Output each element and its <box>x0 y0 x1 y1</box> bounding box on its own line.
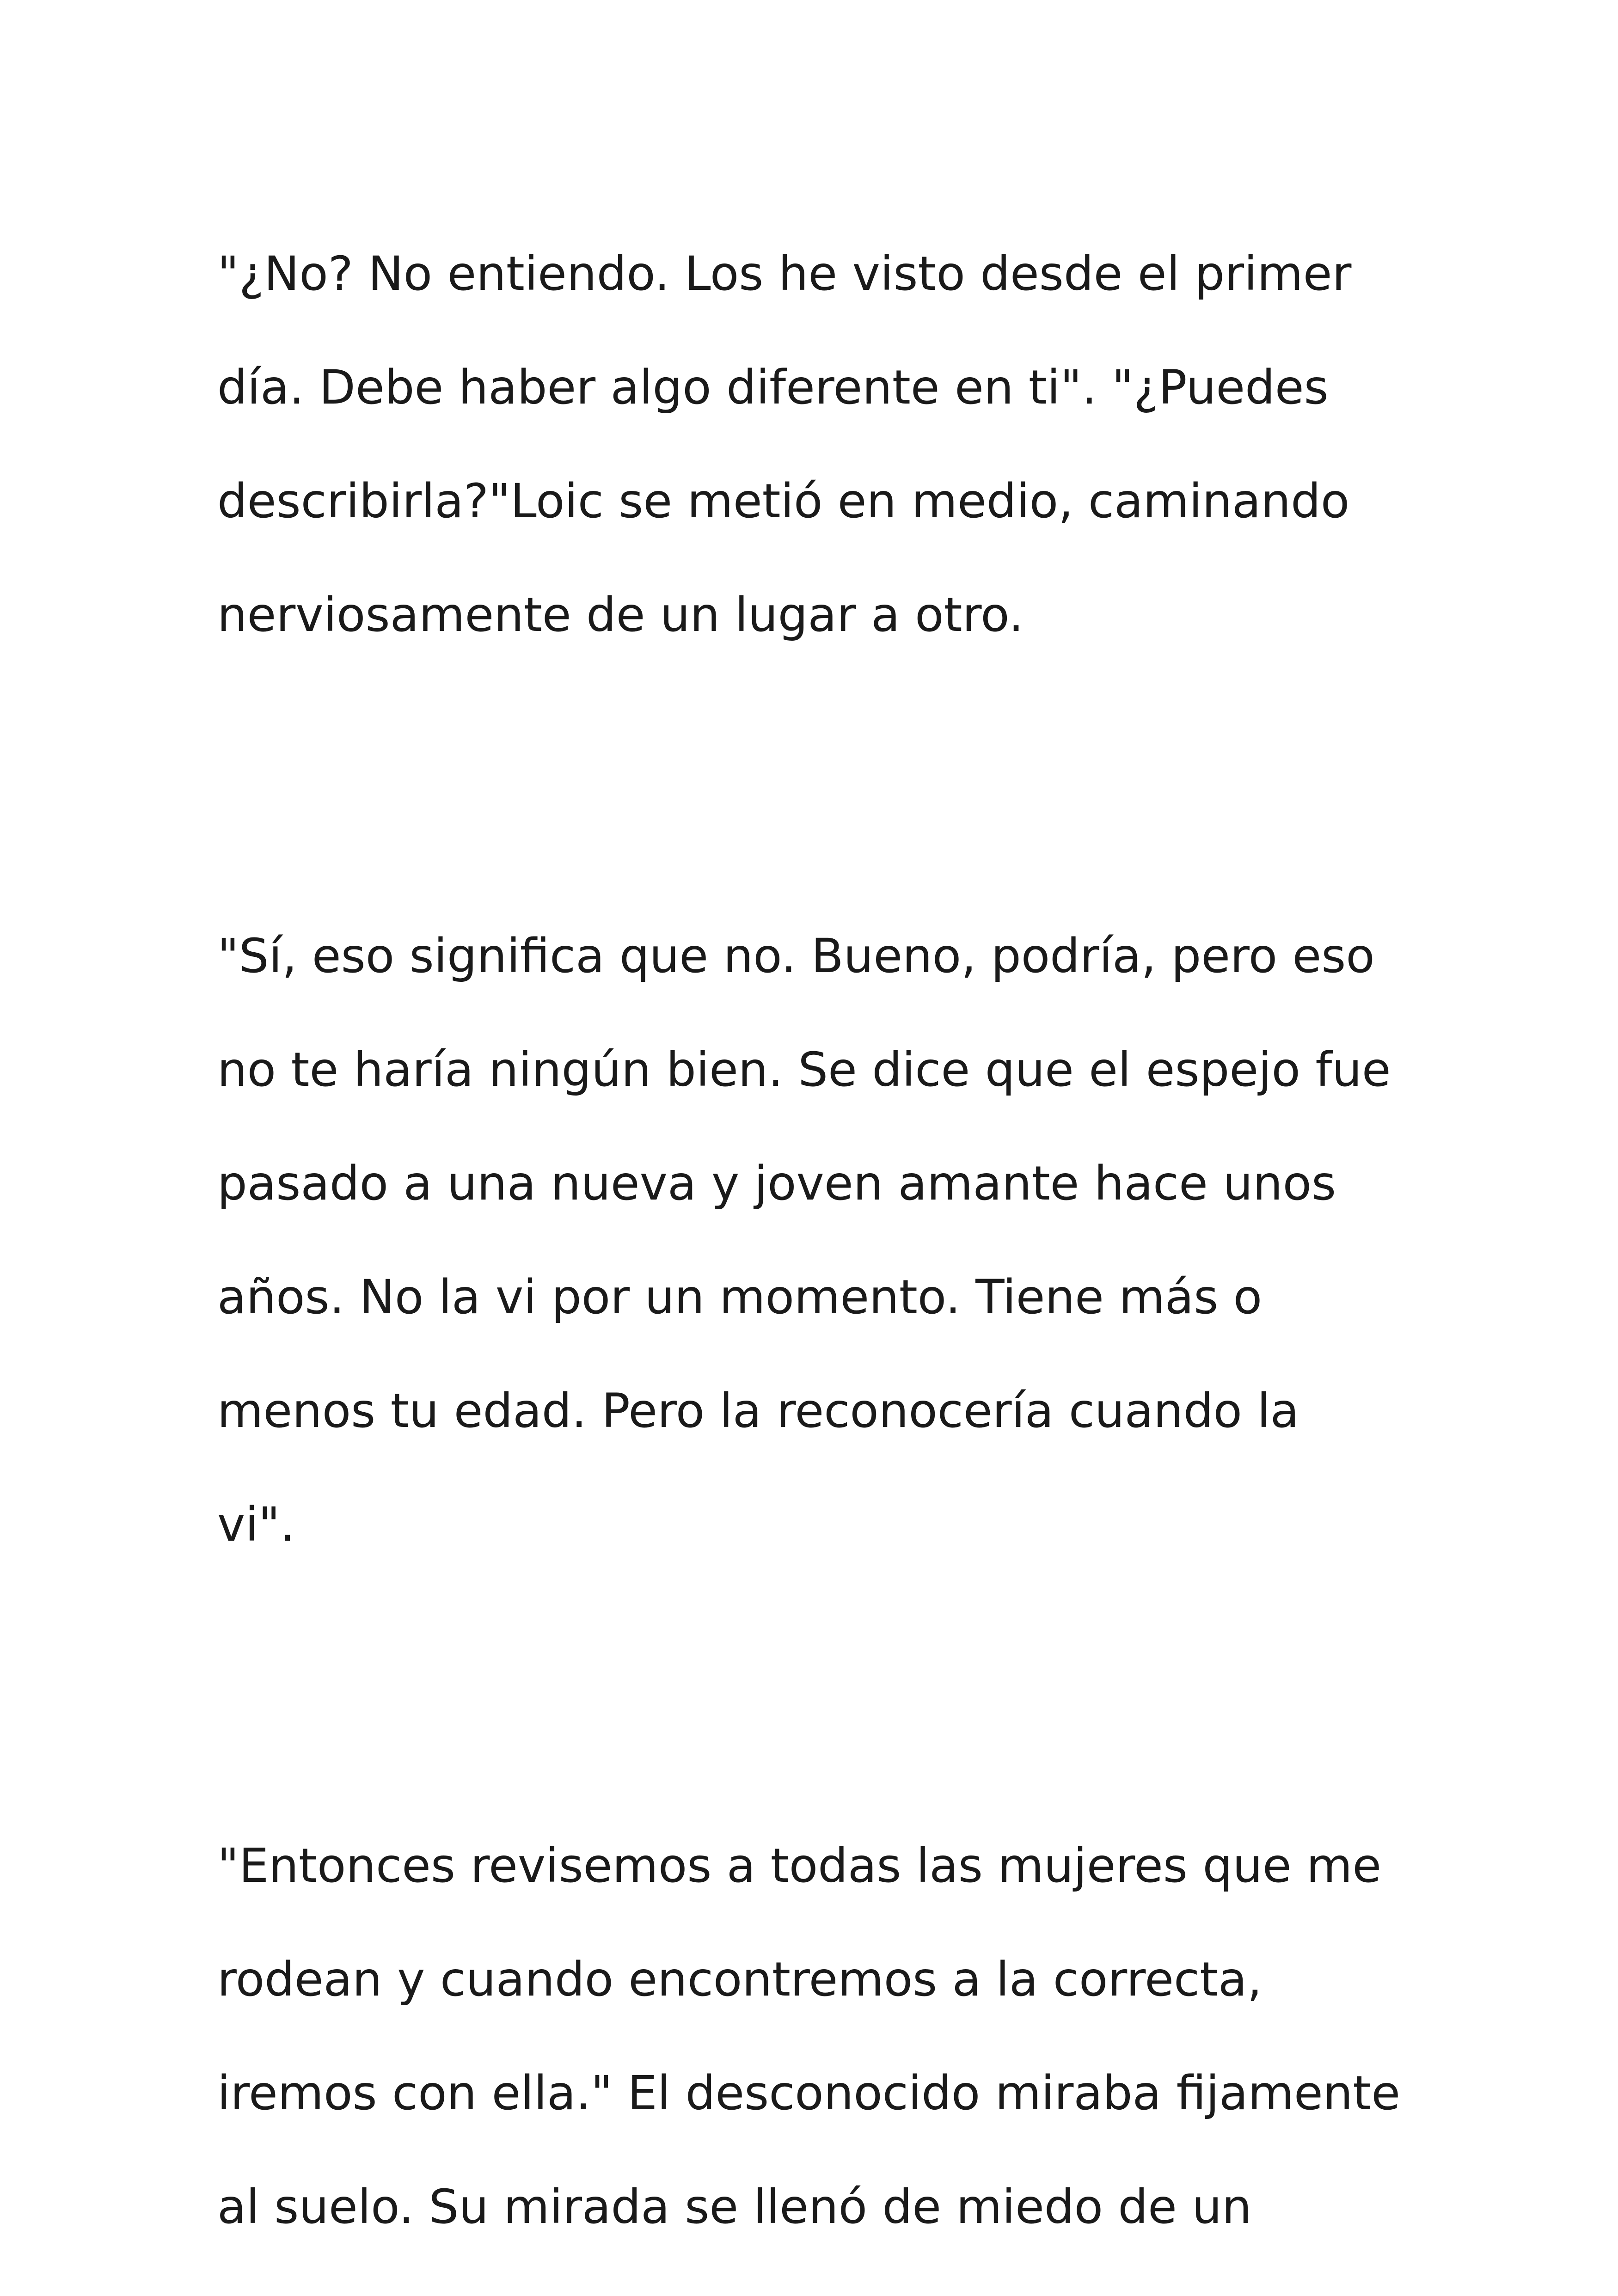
paragraph-2 <box>217 900 1401 1582</box>
text-line: día. Debe haber algo diferente en ti". "¿Puedes <box>217 360 1329 415</box>
paragraph-1 <box>217 217 1401 672</box>
text-line: rodean y cuando encontremos a la correcta, <box>217 1952 1262 2007</box>
text-line: pasado a una nueva y joven amante hace unos <box>217 1156 1336 1211</box>
text-line: "¿No? No entiendo. Los he visto desde el primer <box>217 246 1352 301</box>
text-line: "Entonces revisemos a todas las mujeres que me <box>217 1838 1382 1893</box>
text-line: "Sí, eso significa que no. Bueno, podría, pero eso <box>217 929 1375 984</box>
text-line: describirla?"Loic se metió en medio, caminando <box>217 474 1350 529</box>
text-line: iremos con ella." El desconocido miraba fijamente <box>217 2066 1401 2121</box>
paragraph-spacer <box>217 672 1401 900</box>
text-column <box>217 217 1401 2264</box>
text-line: nerviosamente de un lugar a otro. <box>217 588 1024 643</box>
paragraph-spacer <box>217 1582 1401 1809</box>
text-line: menos tu edad. Pero la reconocería cuando la <box>217 1384 1299 1439</box>
text-line: no te haría ningún bien. Se dice que el espejo fue <box>217 1042 1391 1097</box>
paragraph-3 <box>217 1809 1401 2264</box>
text-line: vi". <box>217 1497 295 1552</box>
text-line: años. No la vi por un momento. Tiene más o <box>217 1270 1263 1325</box>
text-line: al suelo. Su mirada se llenó de miedo de un <box>217 2180 1252 2235</box>
